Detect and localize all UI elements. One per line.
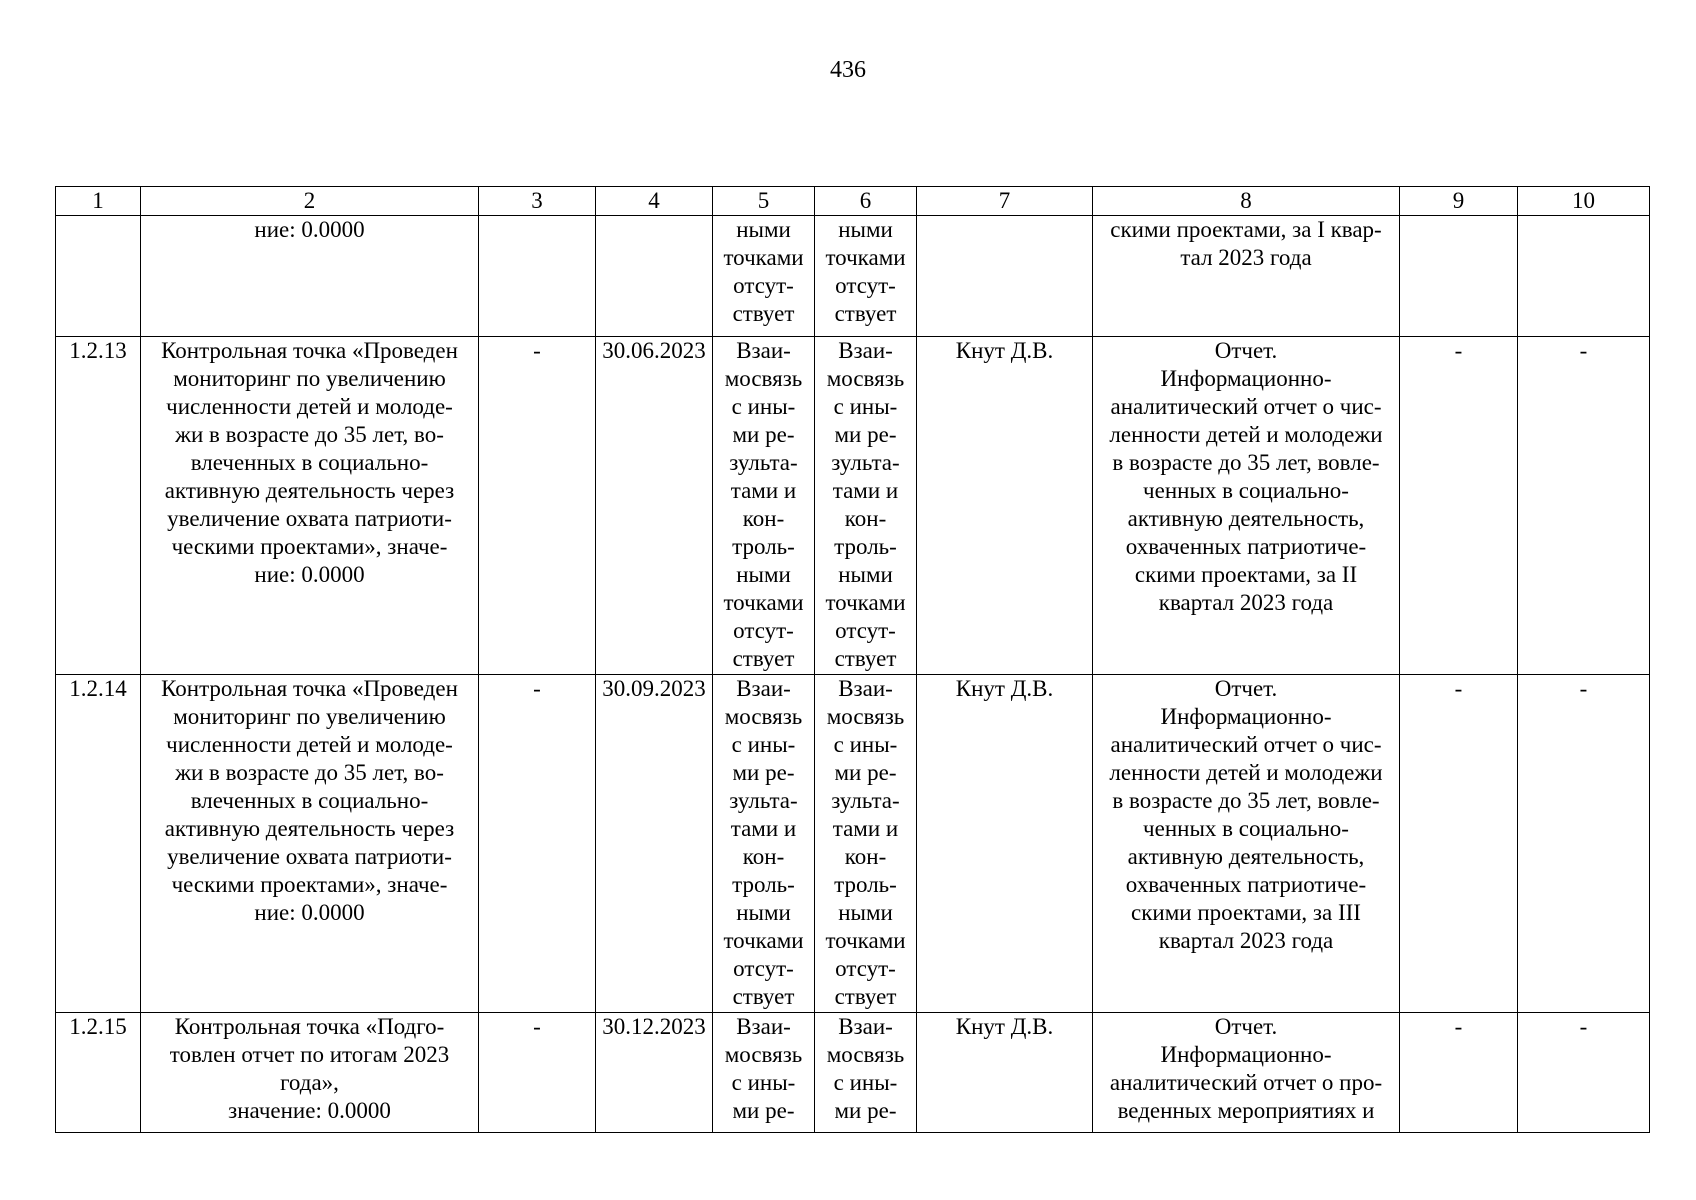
row-number-cell: 1.2.13	[56, 337, 141, 675]
relation-cell: Взаи- мосвязь с ины- ми ре-	[815, 1013, 917, 1133]
table-row	[56, 216, 1650, 337]
responsible-cell: Кнут Д.В.	[917, 1013, 1093, 1133]
col9-cell: -	[1400, 675, 1518, 1013]
report-cell: Отчет. Информационно- аналитический отчет о чис- ленности детей и молодежи в возрасте до 35 лет, вовле- ченных в социально- активную деятельность, охваченных патриотиче- скими проектами, за II квартал 2023 года	[1093, 337, 1400, 675]
page-number: 436	[830, 57, 866, 83]
responsible-cell: Кнут Д.В.	[917, 675, 1093, 1013]
header-cell: 5	[713, 187, 815, 216]
event-name-cell: Контрольная точка «Проведен мониторинг по увеличению численности детей и молоде- жи в возрасте до 35 лет, во- влеченных в социально- активную деятельность через увеличение охвата патриоти- ческими проектами», значе- ние: 0.0000	[141, 675, 479, 1013]
header-cell: 1	[56, 187, 141, 216]
header-cell: 3	[479, 187, 596, 216]
report-cell: Отчет. Информационно- аналитический отчет о чис- ленности детей и молодежи в возрасте до 35 лет, вовле- ченных в социально- активную деятельность, охваченных патриотиче- скими проектами, за III квартал 2023 года	[1093, 675, 1400, 1013]
event-name-cell: Контрольная точка «Подго- товлен отчет по итогам 2023 года», значение: 0.0000	[141, 1013, 479, 1133]
table-row	[56, 337, 1650, 675]
col10-cell: -	[1518, 1013, 1650, 1133]
header-cell: 8	[1093, 187, 1400, 216]
col3-cell	[479, 216, 596, 337]
relation-cell: ными точками отсут- ствует	[713, 216, 815, 337]
date-cell	[596, 216, 713, 337]
col10-cell: -	[1518, 337, 1650, 675]
report-cell: Отчет. Информационно- аналитический отчет о про- веденных мероприятиях и	[1093, 1013, 1400, 1133]
responsible-cell: Кнут Д.В.	[917, 337, 1093, 675]
relation-cell: Взаи- мосвязь с ины- ми ре- зульта- тами и кон- троль- ными точками отсут- ствует	[713, 675, 815, 1013]
report-cell: скими проектами, за I квар- тал 2023 года	[1093, 216, 1400, 337]
header-cell: 2	[141, 187, 479, 216]
responsible-cell	[917, 216, 1093, 337]
header-cell: 10	[1518, 187, 1650, 216]
header-cell: 6	[815, 187, 917, 216]
header-cell: 9	[1400, 187, 1518, 216]
relation-cell: ными точками отсут- ствует	[815, 216, 917, 337]
table-row	[56, 675, 1650, 1013]
col9-cell	[1400, 216, 1518, 337]
relation-cell: Взаи- мосвязь с ины- ми ре-	[713, 1013, 815, 1133]
col9-cell: -	[1400, 337, 1518, 675]
col10-cell	[1518, 216, 1650, 337]
table-row	[56, 1013, 1650, 1133]
col9-cell: -	[1400, 1013, 1518, 1133]
row-number-cell: 1.2.15	[56, 1013, 141, 1133]
col3-cell: -	[479, 1013, 596, 1133]
event-name-cell: ние: 0.0000	[141, 216, 479, 337]
control-points-table	[55, 186, 1650, 1133]
relation-cell: Взаи- мосвязь с ины- ми ре- зульта- тами и кон- троль- ными точками отсут- ствует	[713, 337, 815, 675]
date-cell: 30.06.2023	[596, 337, 713, 675]
row-number-cell: 1.2.14	[56, 675, 141, 1013]
table-header-row	[56, 187, 1650, 216]
relation-cell: Взаи- мосвязь с ины- ми ре- зульта- тами и кон- троль- ными точками отсут- ствует	[815, 675, 917, 1013]
col3-cell: -	[479, 675, 596, 1013]
col10-cell: -	[1518, 675, 1650, 1013]
col3-cell: -	[479, 337, 596, 675]
date-cell: 30.09.2023	[596, 675, 713, 1013]
date-cell: 30.12.2023	[596, 1013, 713, 1133]
row-number-cell	[56, 216, 141, 337]
event-name-cell: Контрольная точка «Проведен мониторинг по увеличению численности детей и молоде- жи в возрасте до 35 лет, во- влеченных в социально- активную деятельность через увеличение охвата патриоти- ческими проектами», значе- ние: 0.0000	[141, 337, 479, 675]
header-cell: 7	[917, 187, 1093, 216]
header-cell: 4	[596, 187, 713, 216]
relation-cell: Взаи- мосвязь с ины- ми ре- зульта- тами и кон- троль- ными точками отсут- ствует	[815, 337, 917, 675]
